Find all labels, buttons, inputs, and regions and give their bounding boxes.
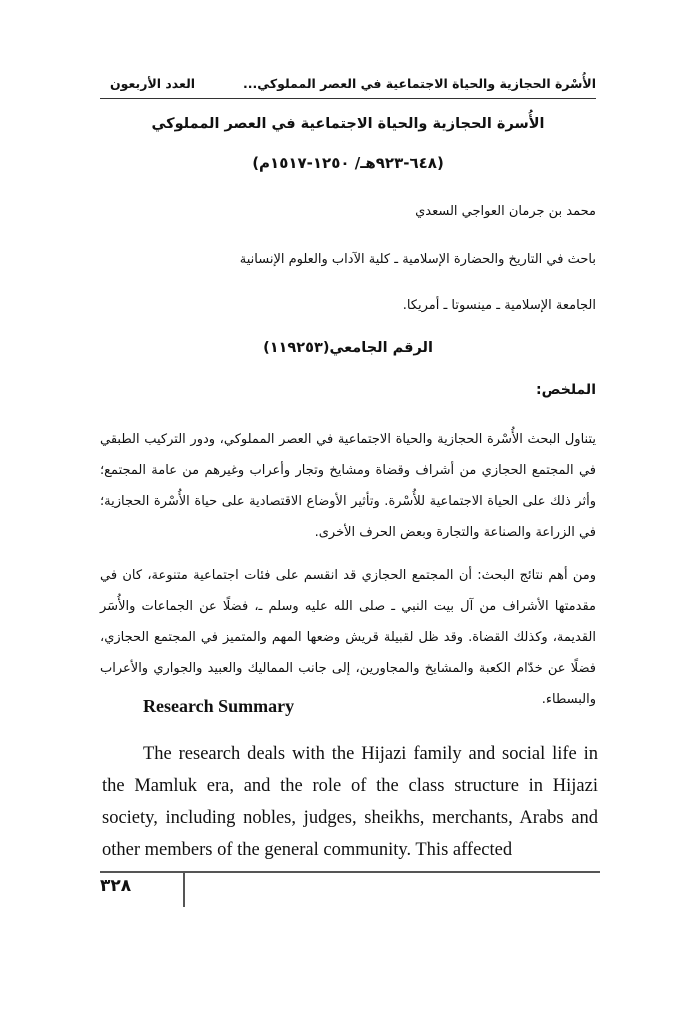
page-number: ٣٢٨: [100, 876, 132, 896]
author-name: محمد بن جرمان العواجي السعدي: [415, 204, 596, 219]
article-dates: (٦٤٨-٩٢٣هـ/ ١٢٥٠-١٥١٧م): [252, 154, 444, 172]
abstract-paragraph-1: يتناول البحث الأُسْرة الحجازية والحياة الاجتماعية في العصر المملوكي، ودور التركيب الطبقي في المجتمع الحجازي من أشراف وقضاة ومشايخ وتجار وأعراب وغيرهم من عامة المجتمع؛ وأثر ذلك على الحياة الاجتماعية للأُسْرة. وتأثير الأوضاع الاقتصادية على حياة الأُسْرة الحجازية؛ في الزراعة والصناعة والتجارة وبعض الحرف الأخرى.: [100, 432, 596, 540]
article-title: الأُسرة الحجازية والحياة الاجتماعية في العصر المملوكي: [151, 116, 545, 132]
issue-label: العدد الأربعون: [110, 76, 196, 91]
running-title: الأُسْرة الحجازية والحياة الاجتماعية في العصر المملوكي...: [242, 76, 596, 91]
english-summary-heading: Research Summary: [143, 696, 295, 716]
abstract-paragraph-2: ومن أهم نتائج البحث: أن المجتمع الحجازي قد انقسم على فئات اجتماعية متنوعة، كان في مقدمتها الأشراف من آل بيت النبي ـ صلى الله عليه وسلم ـ، فضلًا عن الجماعات والأُسَر القديمة، وكذلك القضاة. وقد ظل لقبيلة قريش وضعها المهم والمتميز في المجتمع الحجازي، فضلًا عن خدّام الكعبة والمشايخ والمجاورين، إلى جانب المماليك والعبيد والجواري والأعراب والبسطاء.: [100, 568, 596, 707]
footer-divider: [100, 871, 600, 873]
footer-separator: [183, 871, 185, 907]
abstract-heading: الملخص:: [536, 382, 596, 398]
header-divider: [100, 98, 596, 99]
english-summary-paragraph: The research deals with the Hijazi family and social life in the Mamluk era, and the role of the class structure in Hijazi society, including nobles, judges, sheikhs, merchants, Arabs and other members of the general community. This affected: [102, 744, 598, 860]
running-header: [100, 76, 596, 98]
serial-number: الرقم الجامعي(١١٩٢٥٣): [263, 340, 433, 356]
author-affiliation: باحث في التاريخ والحضارة الإسلامية ـ كلية الآداب والعلوم الإنسانية: [239, 252, 596, 267]
author-university: الجامعة الإسلامية ـ مينسوتا ـ أمريكا.: [402, 298, 596, 313]
